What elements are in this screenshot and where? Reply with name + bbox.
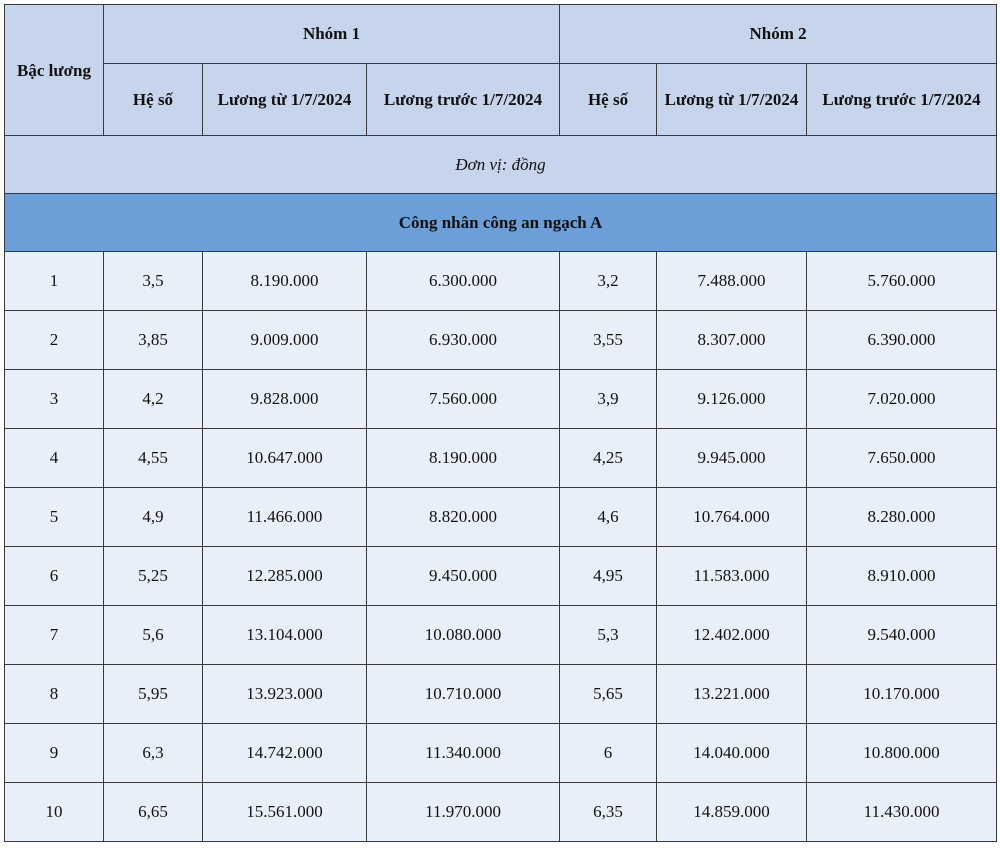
cell-salary-from-1: 12.285.000 [203,547,367,606]
table-row [5,665,997,724]
cell-salary-from-1: 13.104.000 [203,606,367,665]
table-row [5,311,997,370]
cell-salary-before-2: 5.760.000 [807,252,997,311]
cell-salary-from-1: 9.009.000 [203,311,367,370]
cell-salary-before-1: 11.970.000 [367,783,560,842]
cell-coef-2: 4,6 [560,488,657,547]
cell-coef-1: 6,3 [104,724,203,783]
cell-salary-before-1: 10.710.000 [367,665,560,724]
cell-salary-from-1: 9.828.000 [203,370,367,429]
cell-coef-2: 6 [560,724,657,783]
cell-coef-2: 5,3 [560,606,657,665]
header-grade: Bậc lương [5,5,104,136]
cell-salary-before-2: 11.430.000 [807,783,997,842]
table-row [5,783,997,842]
cell-grade: 6 [5,547,104,606]
cell-salary-before-1: 7.560.000 [367,370,560,429]
cell-salary-before-2: 7.020.000 [807,370,997,429]
table-row [5,252,997,311]
cell-coef-1: 3,85 [104,311,203,370]
cell-coef-1: 5,95 [104,665,203,724]
table-row [5,488,997,547]
header-salary-from-2: Lương từ 1/7/2024 [657,64,807,136]
cell-salary-before-1: 6.930.000 [367,311,560,370]
cell-coef-2: 6,35 [560,783,657,842]
cell-grade: 3 [5,370,104,429]
cell-coef-1: 4,2 [104,370,203,429]
header-salary-from-1: Lương từ 1/7/2024 [203,64,367,136]
cell-salary-before-1: 8.190.000 [367,429,560,488]
table-row [5,724,997,783]
cell-grade: 7 [5,606,104,665]
cell-salary-from-2: 14.859.000 [657,783,807,842]
cell-grade: 10 [5,783,104,842]
cell-salary-from-2: 10.764.000 [657,488,807,547]
cell-salary-from-1: 13.923.000 [203,665,367,724]
cell-grade: 1 [5,252,104,311]
cell-salary-from-2: 13.221.000 [657,665,807,724]
cell-salary-before-2: 7.650.000 [807,429,997,488]
section-title: Công nhân công an ngạch A [5,194,997,252]
cell-coef-1: 4,55 [104,429,203,488]
cell-coef-1: 3,5 [104,252,203,311]
cell-salary-from-2: 8.307.000 [657,311,807,370]
cell-salary-before-2: 6.390.000 [807,311,997,370]
cell-salary-before-2: 8.910.000 [807,547,997,606]
header-salary-before-2: Lương trước 1/7/2024 [807,64,997,136]
cell-salary-before-1: 9.450.000 [367,547,560,606]
cell-salary-from-2: 14.040.000 [657,724,807,783]
cell-salary-before-2: 10.800.000 [807,724,997,783]
cell-coef-2: 5,65 [560,665,657,724]
cell-salary-before-2: 10.170.000 [807,665,997,724]
table-row [5,370,997,429]
cell-coef-2: 4,25 [560,429,657,488]
header-coef-2: Hệ số [560,64,657,136]
cell-salary-before-1: 11.340.000 [367,724,560,783]
cell-grade: 8 [5,665,104,724]
header-coef-1: Hệ số [104,64,203,136]
cell-salary-from-1: 14.742.000 [203,724,367,783]
cell-coef-1: 6,65 [104,783,203,842]
header-group-1: Nhóm 1 [104,5,560,64]
cell-coef-2: 3,55 [560,311,657,370]
cell-salary-before-2: 9.540.000 [807,606,997,665]
cell-coef-1: 4,9 [104,488,203,547]
cell-grade: 2 [5,311,104,370]
cell-salary-from-2: 11.583.000 [657,547,807,606]
table-row [5,429,997,488]
cell-grade: 4 [5,429,104,488]
cell-salary-from-1: 10.647.000 [203,429,367,488]
cell-coef-1: 5,6 [104,606,203,665]
cell-salary-from-1: 11.466.000 [203,488,367,547]
cell-salary-from-1: 15.561.000 [203,783,367,842]
cell-coef-2: 4,95 [560,547,657,606]
unit-note: Đơn vị: đồng [5,136,997,194]
cell-grade: 9 [5,724,104,783]
cell-salary-from-2: 9.126.000 [657,370,807,429]
cell-salary-from-2: 9.945.000 [657,429,807,488]
cell-salary-before-1: 6.300.000 [367,252,560,311]
cell-coef-2: 3,2 [560,252,657,311]
cell-salary-before-2: 8.280.000 [807,488,997,547]
cell-coef-1: 5,25 [104,547,203,606]
salary-table [4,4,997,842]
cell-salary-before-1: 10.080.000 [367,606,560,665]
cell-salary-from-2: 12.402.000 [657,606,807,665]
cell-salary-from-1: 8.190.000 [203,252,367,311]
table-row [5,547,997,606]
cell-salary-before-1: 8.820.000 [367,488,560,547]
cell-salary-from-2: 7.488.000 [657,252,807,311]
cell-grade: 5 [5,488,104,547]
header-salary-before-1: Lương trước 1/7/2024 [367,64,560,136]
cell-coef-2: 3,9 [560,370,657,429]
header-group-2: Nhóm 2 [560,5,997,64]
table-row [5,606,997,665]
